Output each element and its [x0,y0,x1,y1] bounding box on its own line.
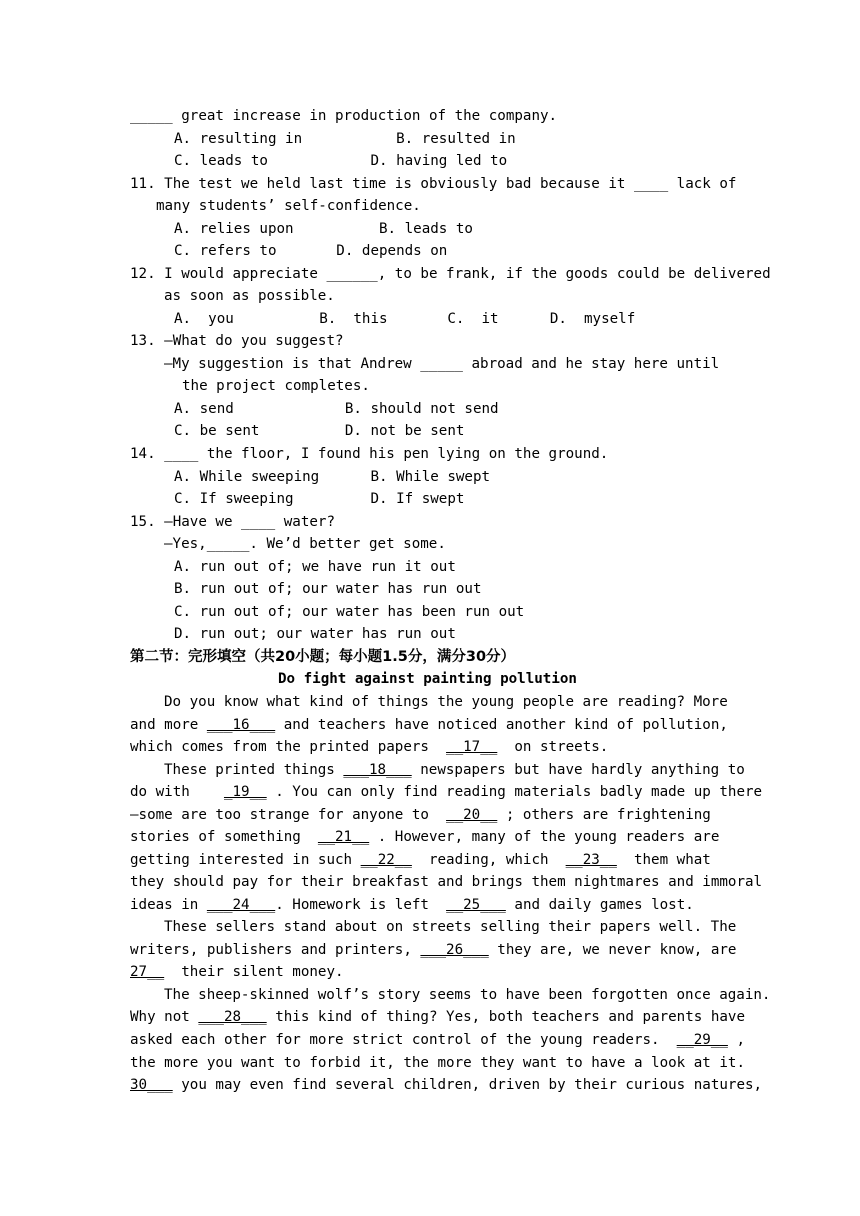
blank-27: 27__ [130,964,165,980]
passage-line: and more ___16___ and teachers have noticed another kind of pollution, [130,717,728,733]
blank-22: __22__ [360,852,412,868]
passage-line: Do you know what kind of things the young people are reading? More [164,694,728,710]
blank-19: _19__ [223,784,267,800]
q15-option-a: A. run out of; we have run it out [174,559,456,575]
q11-stem: 11. The test we held last time is obviously bad because it ____ lack of [130,176,737,192]
q14-options-cd: C. If sweeping D. If swept [174,491,465,507]
passage-line: Why not ___28___ this kind of thing? Yes, both teachers and parents have [130,1009,746,1025]
passage-line: they should pay for their breakfast and brings them nightmares and immoral [130,874,763,890]
passage-line: stories of something __21__ . However, many of the young readers are [130,829,720,845]
q15-option-d: D. run out; our water has run out [174,626,456,642]
q12-stem-cont: as soon as possible. [164,288,335,304]
passage-line: the more you want to forbid it, the more they want to have a look at it. [130,1055,745,1071]
q13-stem: 13. —What do you suggest? [130,333,344,349]
blank-25: __25___ [446,897,506,913]
passage-line: These printed things ___18___ newspapers but have hardly anything to [164,762,745,778]
blank-20: __20__ [446,807,498,823]
q11-stem-cont: many students’ self-confidence. [156,198,421,214]
q12-options: A. you B. this C. it D. myself [174,311,636,327]
q11-options-ab: A. relies upon B. leads to [174,221,473,237]
q13-options-cd: C. be sent D. not be sent [174,423,465,439]
q15-reply: —Yes,_____. We’d better get some. [164,536,446,552]
passage-title: Do fight against painting pollution [278,671,577,687]
q14-options-ab: A. While sweeping B. While swept [174,469,491,485]
passage-line: getting interested in such __22__ reading, which __23__ them what [130,852,711,868]
q15-stem: 15. —Have we ____ water? [130,514,335,530]
passage-line: 27__ their silent money. [130,964,344,980]
blank-21: __21__ [317,829,370,845]
q10-stem: _____ great increase in production of the company. [130,108,558,124]
blank-29: __29__ [676,1032,728,1048]
blank-24: ___24___ [206,897,276,913]
passage-line: writers, publishers and printers, ___26___ they are, we never know, are [130,942,737,958]
blank-16: ___16___ [206,717,276,733]
q11-options-cd: C. refers to D. depends on [174,243,448,259]
q12-stem: 12. I would appreciate ______, to be frank, if the goods could be delivered [130,266,771,282]
q15-option-c: C. run out of; our water has been run out [174,604,525,620]
passage-line: 30___ you may even find several children, driven by their curious natures, [130,1077,763,1093]
passage-line: asked each other for more strict control of the young readers. __29__ , [130,1032,746,1048]
passage-line: do with _19__ . You can only find reading materials badly made up there [130,784,763,800]
blank-28: ___28___ [198,1009,267,1025]
passage-line: These sellers stand about on streets selling their papers well. The [164,919,737,935]
q10-options-ab: A. resulting in B. resulted in [174,131,516,147]
blank-23: __23__ [565,852,617,868]
blank-26: ___26___ [420,942,489,958]
section-heading: 第二节：完形填空（共20小题；每小题1.5分，满分30分） [130,649,516,665]
q13-reply-cont: the project completes. [182,378,370,394]
q10-options-cd: C. leads to D. having led to [174,153,508,169]
q13-options-ab: A. send B. should not send [174,401,499,417]
blank-30: 30___ [130,1077,173,1093]
q13-reply: —My suggestion is that Andrew _____ abroad and he stay here until [164,356,720,372]
blank-18: ___18___ [343,762,412,778]
q14-stem: 14. ____ the floor, I found his pen lying on the ground. [130,446,609,462]
blank-17: __17__ [446,739,498,755]
passage-line: which comes from the printed papers __17__ on streets. [130,739,609,755]
q15-option-b: B. run out of; our water has run out [174,581,482,597]
passage-line: ideas in ___24___. Homework is left __25___ and daily games lost. [130,897,694,913]
passage-line: —some are too strange for anyone to __20__ ; others are frightening [130,807,711,823]
passage-line: The sheep-skinned wolf’s story seems to have been forgotten once again. [164,987,771,1003]
